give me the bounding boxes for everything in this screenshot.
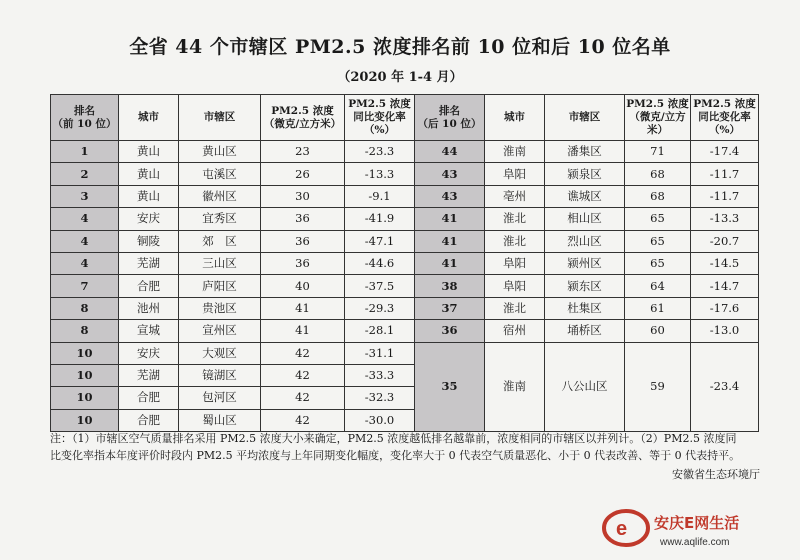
rank-cell: 1 [51, 141, 119, 163]
district-cell: 庐阳区 [179, 275, 261, 297]
change-cell: -13.0 [691, 320, 759, 342]
district-cell: 徽州区 [179, 185, 261, 207]
watermark-brand: 安庆E网生活 [654, 514, 740, 532]
rank-cell: 3 [51, 185, 119, 207]
change-cell: -23.4 [691, 342, 759, 432]
city-cell: 淮南 [485, 342, 545, 432]
table-row [51, 297, 759, 319]
concentration-cell: 65 [625, 208, 691, 230]
rank-cell: 43 [415, 185, 485, 207]
concentration-cell: 41 [261, 297, 345, 319]
table-row [51, 141, 759, 163]
table-row [51, 275, 759, 297]
change-cell: -14.7 [691, 275, 759, 297]
city-cell: 淮北 [485, 297, 545, 319]
concentration-cell: 64 [625, 275, 691, 297]
rank-cell: 35 [415, 342, 485, 432]
district-cell: 大观区 [179, 342, 261, 364]
district-cell: 烈山区 [545, 230, 625, 252]
concentration-cell: 26 [261, 163, 345, 185]
table-row [51, 320, 759, 342]
district-cell: 三山区 [179, 252, 261, 274]
city-cell: 宿州 [485, 320, 545, 342]
change-cell: -13.3 [691, 208, 759, 230]
ranking-table [50, 94, 759, 432]
change-cell: -41.9 [345, 208, 415, 230]
change-cell: -31.1 [345, 342, 415, 364]
district-cell: 颍州区 [545, 252, 625, 274]
header-rank-bottom: 排名 （后 10 位） [415, 95, 485, 141]
city-cell: 黄山 [119, 185, 179, 207]
change-cell: -33.3 [345, 364, 415, 386]
district-cell: 谯城区 [545, 185, 625, 207]
district-cell: 黄山区 [179, 141, 261, 163]
district-cell: 屯溪区 [179, 163, 261, 185]
rank-cell: 41 [415, 252, 485, 274]
header-city: 城市 [119, 95, 179, 141]
city-cell: 淮南 [485, 141, 545, 163]
concentration-cell: 59 [625, 342, 691, 432]
table-row [51, 342, 759, 364]
document-subtitle: （2020 年 1-4 月） [337, 70, 463, 85]
change-cell: -28.1 [345, 320, 415, 342]
concentration-cell: 23 [261, 141, 345, 163]
concentration-cell: 42 [261, 409, 345, 431]
district-cell: 杜集区 [545, 297, 625, 319]
concentration-cell: 36 [261, 208, 345, 230]
rank-cell: 38 [415, 275, 485, 297]
change-cell: -17.6 [691, 297, 759, 319]
rank-cell: 7 [51, 275, 119, 297]
rank-cell: 36 [415, 320, 485, 342]
change-cell: -29.3 [345, 297, 415, 319]
change-cell: -14.5 [691, 252, 759, 274]
city-cell: 阜阳 [485, 252, 545, 274]
concentration-cell: 36 [261, 230, 345, 252]
concentration-cell: 36 [261, 252, 345, 274]
change-cell: -20.7 [691, 230, 759, 252]
document-title: 全省 44 个市辖区 PM2.5 浓度排名前 10 位和后 10 位名单 [129, 36, 671, 58]
district-cell: 宣州区 [179, 320, 261, 342]
change-cell: -44.6 [345, 252, 415, 274]
table-row [51, 185, 759, 207]
district-cell: 八公山区 [545, 342, 625, 432]
concentration-cell: 42 [261, 387, 345, 409]
table-body [51, 141, 759, 432]
rank-cell: 8 [51, 320, 119, 342]
concentration-cell: 41 [261, 320, 345, 342]
district-cell: 蜀山区 [179, 409, 261, 431]
district-cell: 郊 区 [179, 230, 261, 252]
city-cell: 铜陵 [119, 230, 179, 252]
rank-cell: 2 [51, 163, 119, 185]
city-cell: 亳州 [485, 185, 545, 207]
city-cell: 合肥 [119, 275, 179, 297]
city-cell: 黄山 [119, 163, 179, 185]
district-cell: 颍东区 [545, 275, 625, 297]
header-change: PM2.5 浓度 同比变化率 （%） [691, 95, 759, 141]
table-row [51, 230, 759, 252]
change-cell: -9.1 [345, 185, 415, 207]
rank-cell: 4 [51, 208, 119, 230]
concentration-cell: 30 [261, 185, 345, 207]
rank-cell: 10 [51, 409, 119, 431]
table-row [51, 208, 759, 230]
district-cell: 潘集区 [545, 141, 625, 163]
rank-cell: 10 [51, 342, 119, 364]
change-cell: -11.7 [691, 185, 759, 207]
table-row [51, 252, 759, 274]
city-cell: 淮北 [485, 208, 545, 230]
rank-cell: 10 [51, 364, 119, 386]
rank-cell: 44 [415, 141, 485, 163]
change-cell: -47.1 [345, 230, 415, 252]
change-cell: -30.0 [345, 409, 415, 431]
header-city: 城市 [485, 95, 545, 141]
header-district: 市辖区 [545, 95, 625, 141]
change-cell: -32.3 [345, 387, 415, 409]
city-cell: 合肥 [119, 409, 179, 431]
watermark-logo [598, 506, 798, 550]
city-cell: 安庆 [119, 342, 179, 364]
concentration-cell: 68 [625, 163, 691, 185]
city-cell: 阜阳 [485, 163, 545, 185]
concentration-cell: 40 [261, 275, 345, 297]
concentration-cell: 61 [625, 297, 691, 319]
district-cell: 宜秀区 [179, 208, 261, 230]
header-rank-top: 排名 （前 10 位） [51, 95, 119, 141]
header-row [51, 95, 759, 141]
footnote-line: 注：（1）市辖区空气质量排名采用 PM2.5 浓度大小来确定，PM2.5 浓度越低排名越靠前，浓度相同的市辖区以并列计。（2）PM2.5 浓度同 [50, 432, 737, 445]
e-logo-letter: e [616, 518, 628, 540]
district-cell: 埇桥区 [545, 320, 625, 342]
city-cell: 安庆 [119, 208, 179, 230]
city-cell: 宣城 [119, 320, 179, 342]
footnote-line: 比变化率指本年度评价时段内 PM2.5 平均浓度与上年同期变化幅度，变化率大于 0 代表空气质量恶化、小于 0 代表改善、等于 0 代表持平。 [50, 449, 741, 462]
rank-cell: 43 [415, 163, 485, 185]
city-cell: 合肥 [119, 387, 179, 409]
watermark-url: www.aqlife.com [660, 537, 730, 548]
district-cell: 包河区 [179, 387, 261, 409]
concentration-cell: 65 [625, 230, 691, 252]
city-cell: 淮北 [485, 230, 545, 252]
city-cell: 黄山 [119, 141, 179, 163]
table-row [51, 163, 759, 185]
change-cell: -17.4 [691, 141, 759, 163]
district-cell: 颍泉区 [545, 163, 625, 185]
concentration-cell: 68 [625, 185, 691, 207]
change-cell: -11.7 [691, 163, 759, 185]
header-change: PM2.5 浓度 同比变化率 （%） [345, 95, 415, 141]
rank-cell: 41 [415, 230, 485, 252]
change-cell: -23.3 [345, 141, 415, 163]
issuing-agency: 安徽省生态环境厅 [672, 468, 760, 481]
concentration-cell: 42 [261, 364, 345, 386]
district-cell: 镜湖区 [179, 364, 261, 386]
rank-cell: 4 [51, 252, 119, 274]
rank-cell: 4 [51, 230, 119, 252]
header-concentration: PM2.5 浓度 （微克/立方米） [625, 95, 691, 141]
city-cell: 阜阳 [485, 275, 545, 297]
rank-cell: 41 [415, 208, 485, 230]
city-cell: 芜湖 [119, 364, 179, 386]
rank-cell: 10 [51, 387, 119, 409]
change-cell: -13.3 [345, 163, 415, 185]
concentration-cell: 60 [625, 320, 691, 342]
district-cell: 相山区 [545, 208, 625, 230]
footnote [50, 430, 760, 464]
city-cell: 芜湖 [119, 252, 179, 274]
rank-cell: 37 [415, 297, 485, 319]
header-concentration: PM2.5 浓度 （微克/立方米） [261, 95, 345, 141]
concentration-cell: 71 [625, 141, 691, 163]
concentration-cell: 65 [625, 252, 691, 274]
district-cell: 贵池区 [179, 297, 261, 319]
change-cell: -37.5 [345, 275, 415, 297]
concentration-cell: 42 [261, 342, 345, 364]
rank-cell: 8 [51, 297, 119, 319]
header-district: 市辖区 [179, 95, 261, 141]
city-cell: 池州 [119, 297, 179, 319]
